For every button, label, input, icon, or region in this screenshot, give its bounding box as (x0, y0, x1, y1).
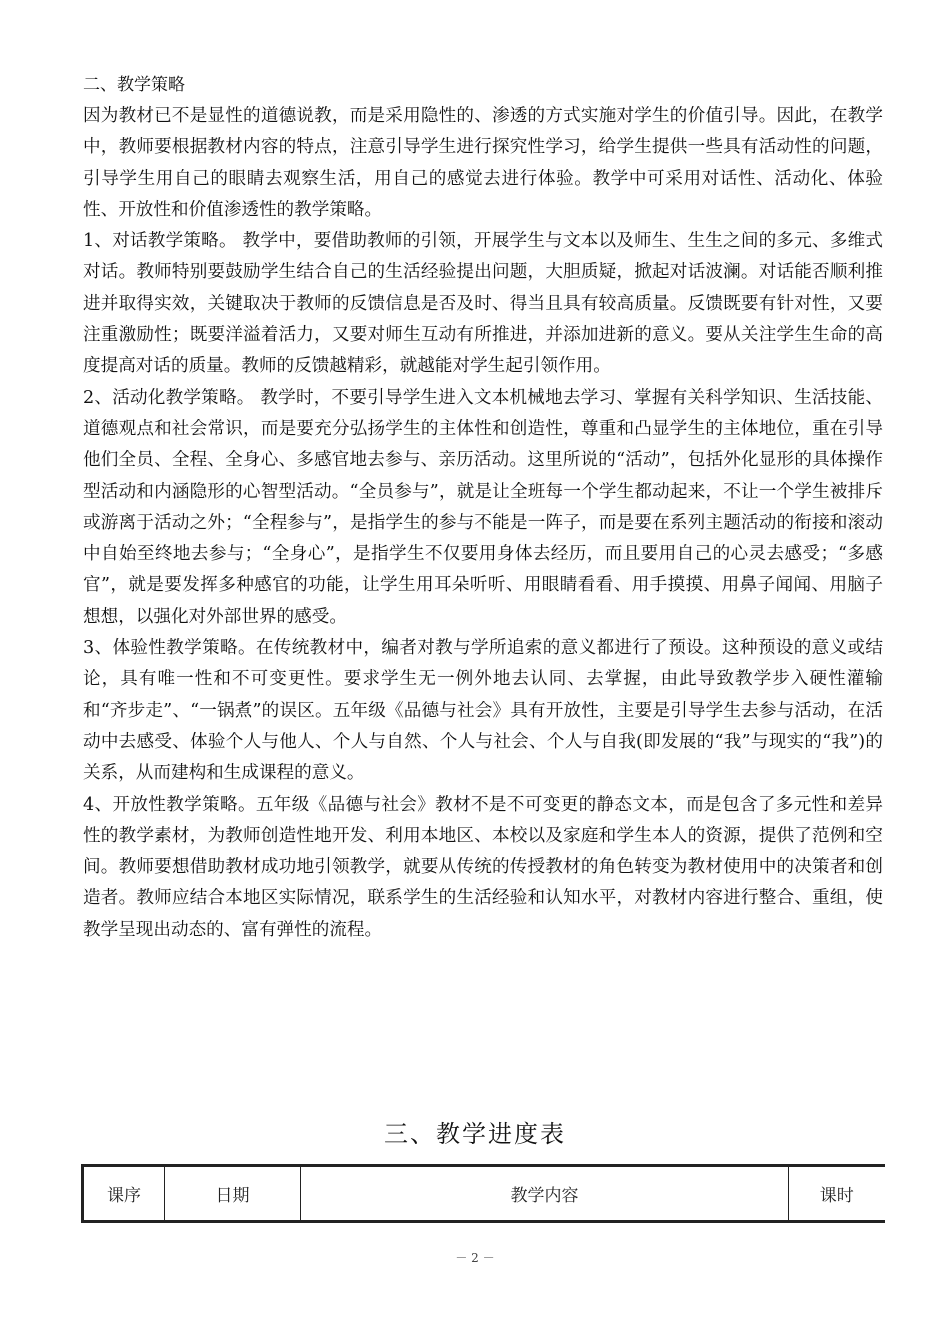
column-header-date: 日期 (165, 1166, 301, 1222)
schedule-header-row (83, 1166, 885, 1222)
column-header-content: 教学内容 (301, 1166, 789, 1222)
paragraph-open-strategy: 4、开放性教学策略。五年级《品德与社会》教材不是不可变更的静态文本，而是包含了多元性和差异性的教学素材，为教师创造性地开发、利用本地区、本校以及家庭和学生本人的资源，提供了范例和空间。教师要想借助教材成功地引领教学，就要从传统的传授教材的角色转变为教材使用中的决策者和创造者。教师应结合本地区实际情况，联系学生的生活经验和认知水平，对教材内容进行整合、重组，使教学呈现出动态的、富有弹性的流程。 (83, 794, 883, 940)
paragraph-intro: 因为教材已不是显性的道德说教，而是采用隐性的、渗透的方式实施对学生的价值引导。因此，在教学中，教师要根据教材内容的特点，注意引导学生进行探究性学习，给学生提供一些具有活动性的问题，引导学生用自己的眼睛去观察生活，用自己的感觉去进行体验。教学中可采用对话性、活动化、体验性、开放性和价值渗透性的教学策略。 (83, 106, 883, 220)
column-header-lesson-order: 课序 (83, 1166, 165, 1222)
schedule-table (81, 1164, 885, 1223)
section-title-schedule: 三、教学进度表 (384, 1120, 566, 1148)
column-header-hours: 课时 (789, 1166, 885, 1222)
paragraph-dialogue-strategy: 1、对话教学策略。 教学中，要借助教师的引领，开展学生与文本以及师生、生生之间的多元、多维式对话。教师特别要鼓励学生结合自己的生活经验提出问题，大胆质疑，掀起对话波澜。对话能否顺利推进并取得实效，关键取决于教师的反馈信息是否及时、得当且具有较高质量。反馈既要有针对性，又要注重激励性；既要洋溢着活力，又要对师生互动有所推进，并添加进新的意义。要从关注学生生命的高度提高对话的质量。教师的反馈越精彩，就越能对学生起引领作用。 (83, 231, 883, 377)
paragraph-experience-strategy: 3、体验性教学策略。在传统教材中，编者对教与学所追索的意义都进行了预设。这种预设的意义或结论，具有唯一性和不可变更性。要求学生无一例外地去认同、去掌握，由此导致教学步入硬性灌输和“齐步走”、“一锅煮”的误区。五年级《品德与社会》具有开放性，主要是引导学生去参与活动，在活动中去感受、体验个人与他人、个人与自然、个人与社会、个人与自我(即发展的“我”与现实的“我”)的关系，从而建构和生成课程的意义。 (83, 638, 883, 784)
document-body (83, 70, 883, 946)
section-heading-teaching-strategy: 二、教学策略 (83, 75, 185, 95)
page-number: － 2 － (455, 1251, 495, 1265)
paragraph-activity-strategy: 2、活动化教学策略。 教学时，不要引导学生进入文本机械地去学习、掌握有关科学知识、生活技能、道德观点和社会常识，而是要充分弘扬学生的主体性和创造性，尊重和凸显学生的主体地位，重在引导他们全员、全程、全身心、多感官地去参与、亲历活动。这里所说的“活动”，包括外化显形的具体操作型活动和内涵隐形的心智型活动。“全员参与”，就是让全班每一个学生都动起来，不让一个学生被排斥或游离于活动之外；“全程参与”，是指学生的参与不能是一阵子，而是要在系列主题活动的衔接和滚动中自始至终地去参与；“全身心”，是指学生不仅要用身体去经历，而且要用自己的心灵去感受；“多感官”，就是要发挥多种感官的功能，让学生用耳朵听听、用眼睛看看、用手摸摸、用鼻子闻闻、用脑子想想，以强化对外部世界的感受。 (83, 387, 883, 627)
